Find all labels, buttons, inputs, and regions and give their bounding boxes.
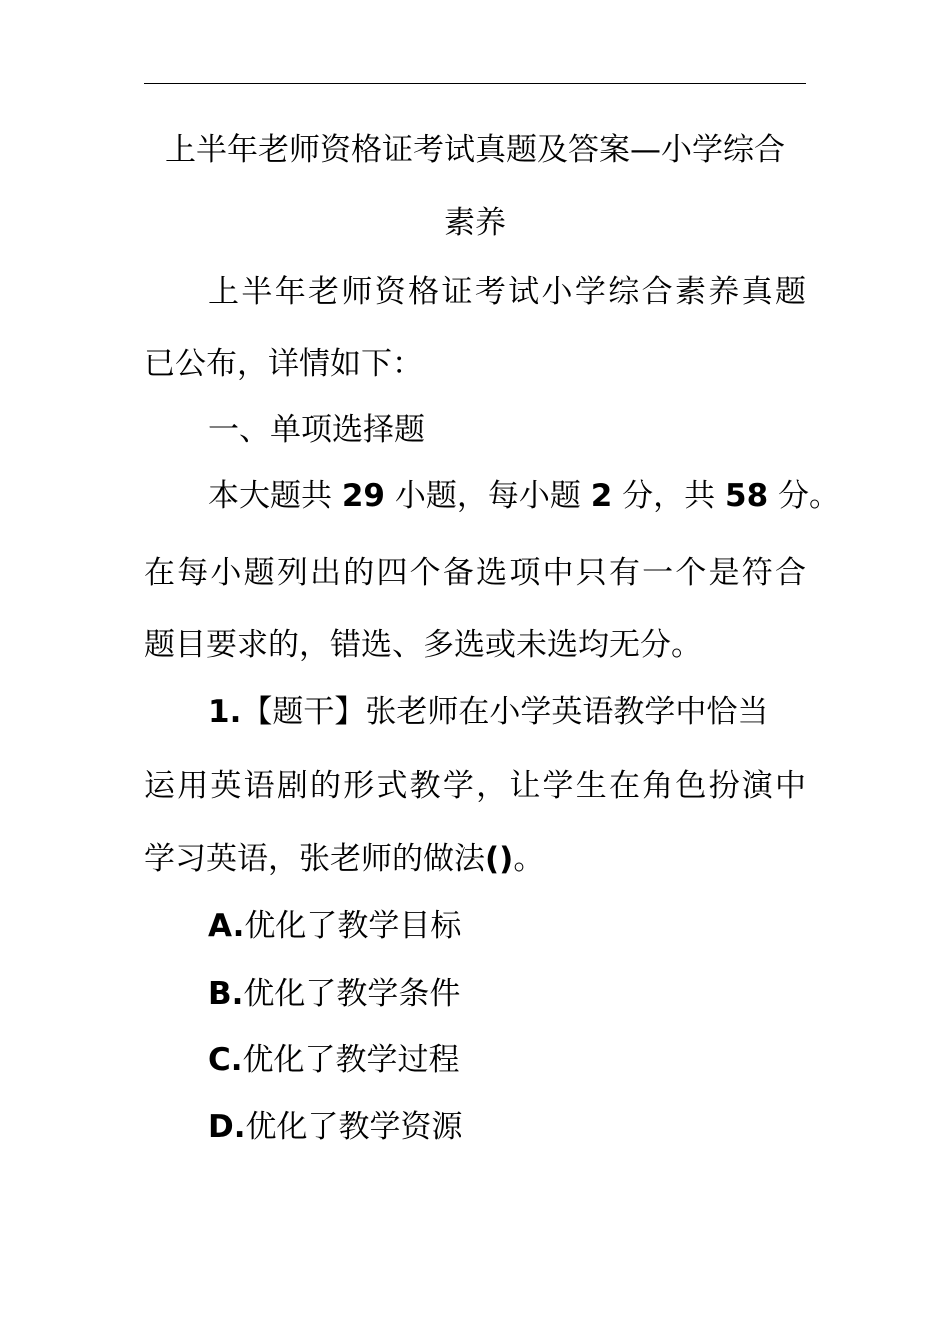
- instructions-text-c: 分，共: [612, 478, 726, 514]
- intro-line-1: 上半年老师资格证考试小学综合素养真题: [208, 274, 806, 310]
- instructions-line-2: 在每小题列出的四个备选项中只有一个是符合: [144, 555, 806, 591]
- points-per-question: 2: [590, 478, 613, 514]
- option-b-letter: B.: [208, 976, 244, 1012]
- option-d: [144, 1107, 806, 1147]
- instructions-line-3: 题目要求的，错选、多选或未选均无分。: [144, 627, 702, 663]
- instructions-text-a: 本大题共: [208, 478, 342, 514]
- question-1-stem-line-1: [144, 692, 806, 732]
- document-title-line-1: 上半年老师资格证考试真题及答案—小学综合: [165, 132, 785, 168]
- total-points: 58: [725, 478, 769, 514]
- option-b: [144, 974, 806, 1014]
- option-b-text: 优化了教学条件: [243, 976, 461, 1012]
- instructions-text-d: 分。: [768, 478, 841, 514]
- intro-line-2: 已公布，详情如下：: [144, 346, 423, 382]
- option-a-text: 优化了教学目标: [244, 908, 462, 944]
- option-c: [144, 1040, 806, 1080]
- question-1-stem-text: 【题干】张老师在小学英语教学中恰当: [241, 694, 769, 730]
- instructions-text-b: 小题，每小题: [385, 478, 591, 514]
- option-c-letter: C.: [208, 1042, 243, 1078]
- option-c-text: 优化了教学过程: [242, 1042, 460, 1078]
- instructions-line-1: [144, 476, 841, 516]
- question-1-stem-line-3-end: 。: [513, 841, 545, 877]
- document-title-line-2: 素养: [444, 205, 506, 241]
- section-heading: 一、单项选择题: [208, 412, 425, 448]
- question-1-blank: (): [485, 841, 514, 877]
- question-1-stem-line-3-text: 学习英语，张老师的做法: [144, 841, 485, 877]
- option-d-text: 优化了教学资源: [245, 1109, 463, 1145]
- question-count: 29: [341, 478, 385, 514]
- option-d-letter: D.: [208, 1109, 246, 1145]
- question-1-stem-line-3: [144, 839, 806, 879]
- header-rule: [144, 83, 806, 84]
- question-1-number: 1.: [208, 694, 242, 730]
- option-a-letter: A.: [208, 908, 245, 944]
- option-a: [144, 906, 806, 946]
- question-1-stem-line-2: 运用英语剧的形式教学，让学生在角色扮演中: [144, 768, 806, 804]
